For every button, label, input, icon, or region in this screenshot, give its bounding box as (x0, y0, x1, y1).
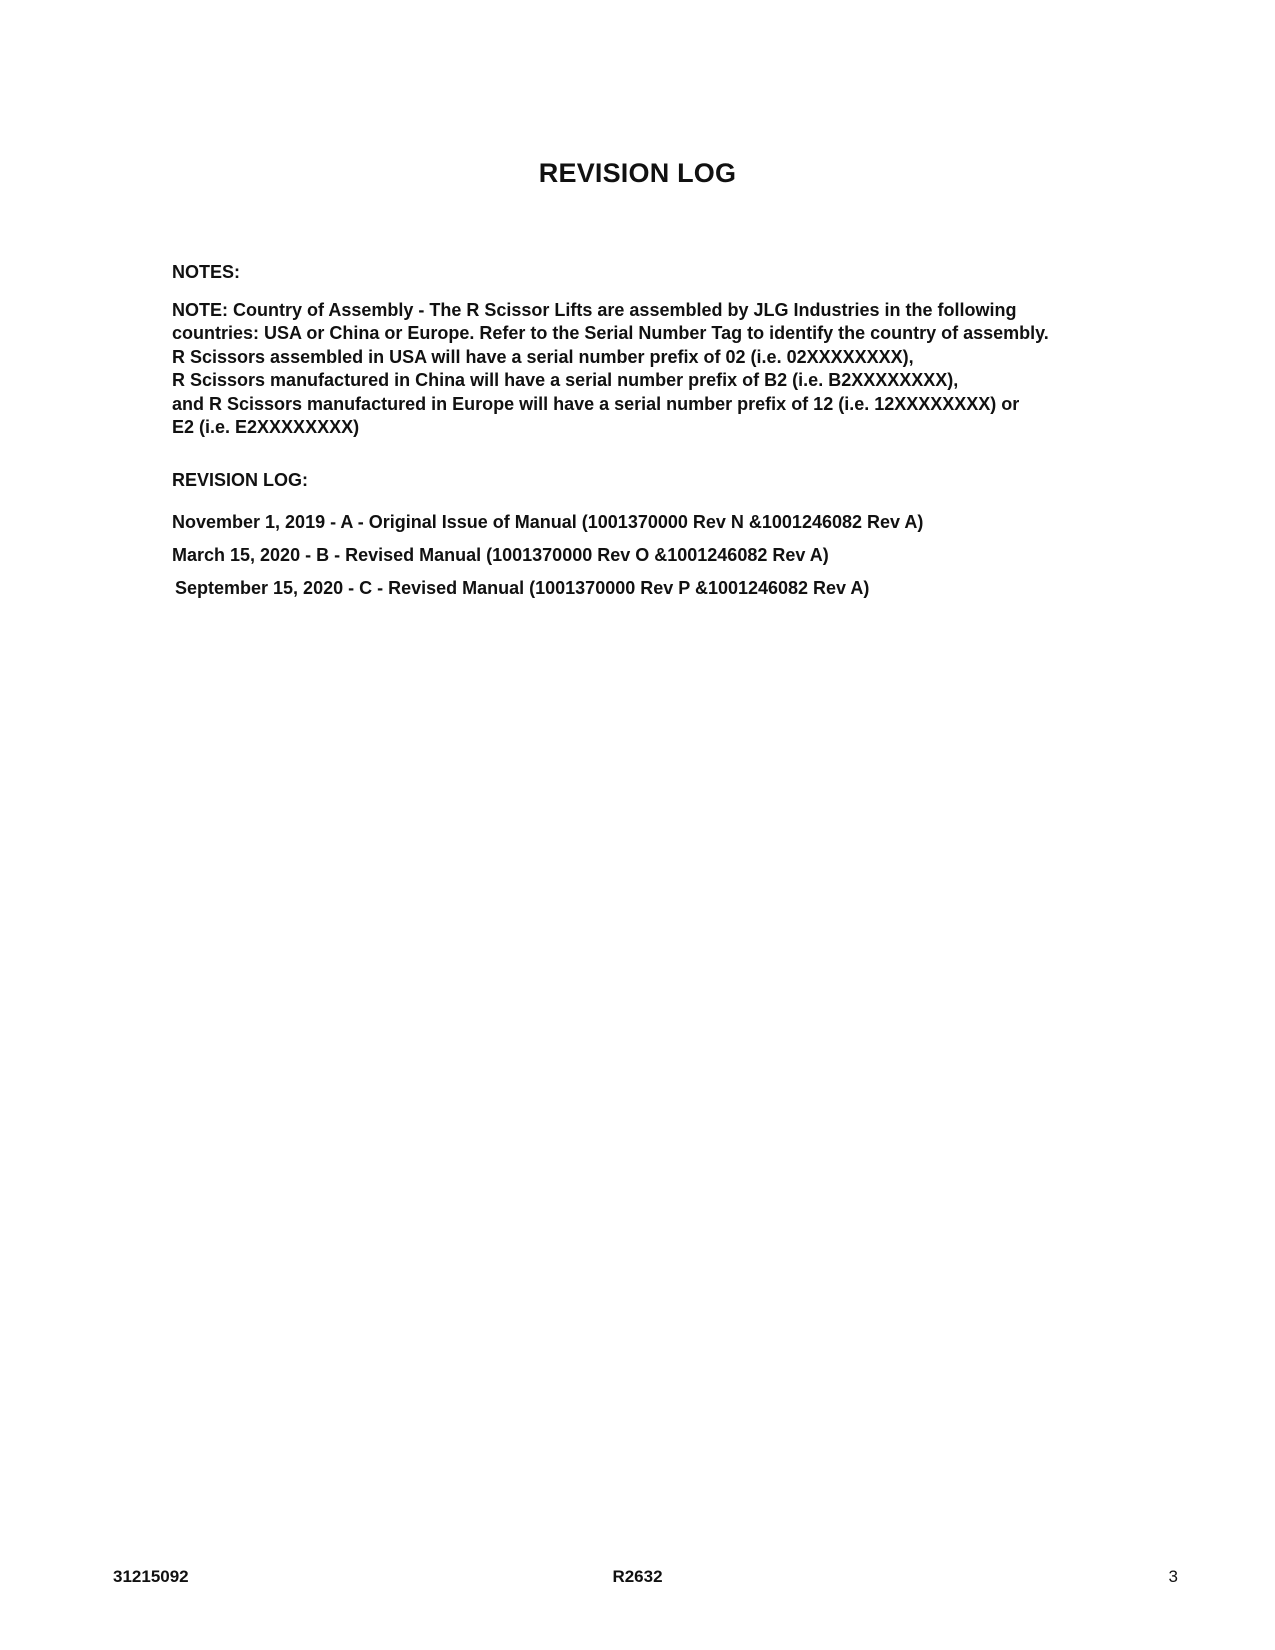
notes-line: R Scissors manufactured in China will have a serial number prefix of B2 (i.e. B2XXXXXXXX), (172, 370, 959, 391)
footer-doc-number: 31215092 (113, 1567, 189, 1586)
revision-entry: March 15, 2020 - B - Revised Manual (1001370000 Rev O &1001246082 Rev A) (172, 545, 829, 565)
page-title: REVISION LOG (538, 158, 737, 188)
notes-line: E2 (i.e. E2XXXXXXXX) (172, 417, 360, 438)
revision-log-heading: REVISION LOG: (172, 470, 309, 490)
footer-page-number: 3 (1168, 1567, 1178, 1586)
notes-line: R Scissors assembled in USA will have a serial number prefix of 02 (i.e. 02XXXXXXXX), (172, 346, 914, 367)
notes-paragraph (172, 299, 1182, 439)
notes-line: and R Scissors manufactured in Europe will have a serial number prefix of 12 (i.e. 12XXXXXXXX) or (172, 393, 1020, 414)
footer-model: R2632 (612, 1567, 663, 1586)
revision-entry: September 15, 2020 - C - Revised Manual (1001370000 Rev P &1001246082 Rev A) (175, 578, 870, 598)
notes-heading: NOTES: (172, 262, 241, 282)
notes-line: NOTE: Country of Assembly - The R Scissor Lifts are assembled by JLG Industries in the following (172, 300, 1017, 320)
revision-log-list (172, 512, 923, 611)
revision-entry: November 1, 2019 - A - Original Issue of Manual (1001370000 Rev N &1001246082 Rev A) (172, 512, 924, 532)
notes-line: countries: USA or China or Europe. Refer to the Serial Number Tag to identify the country of assembly. (172, 323, 1049, 344)
